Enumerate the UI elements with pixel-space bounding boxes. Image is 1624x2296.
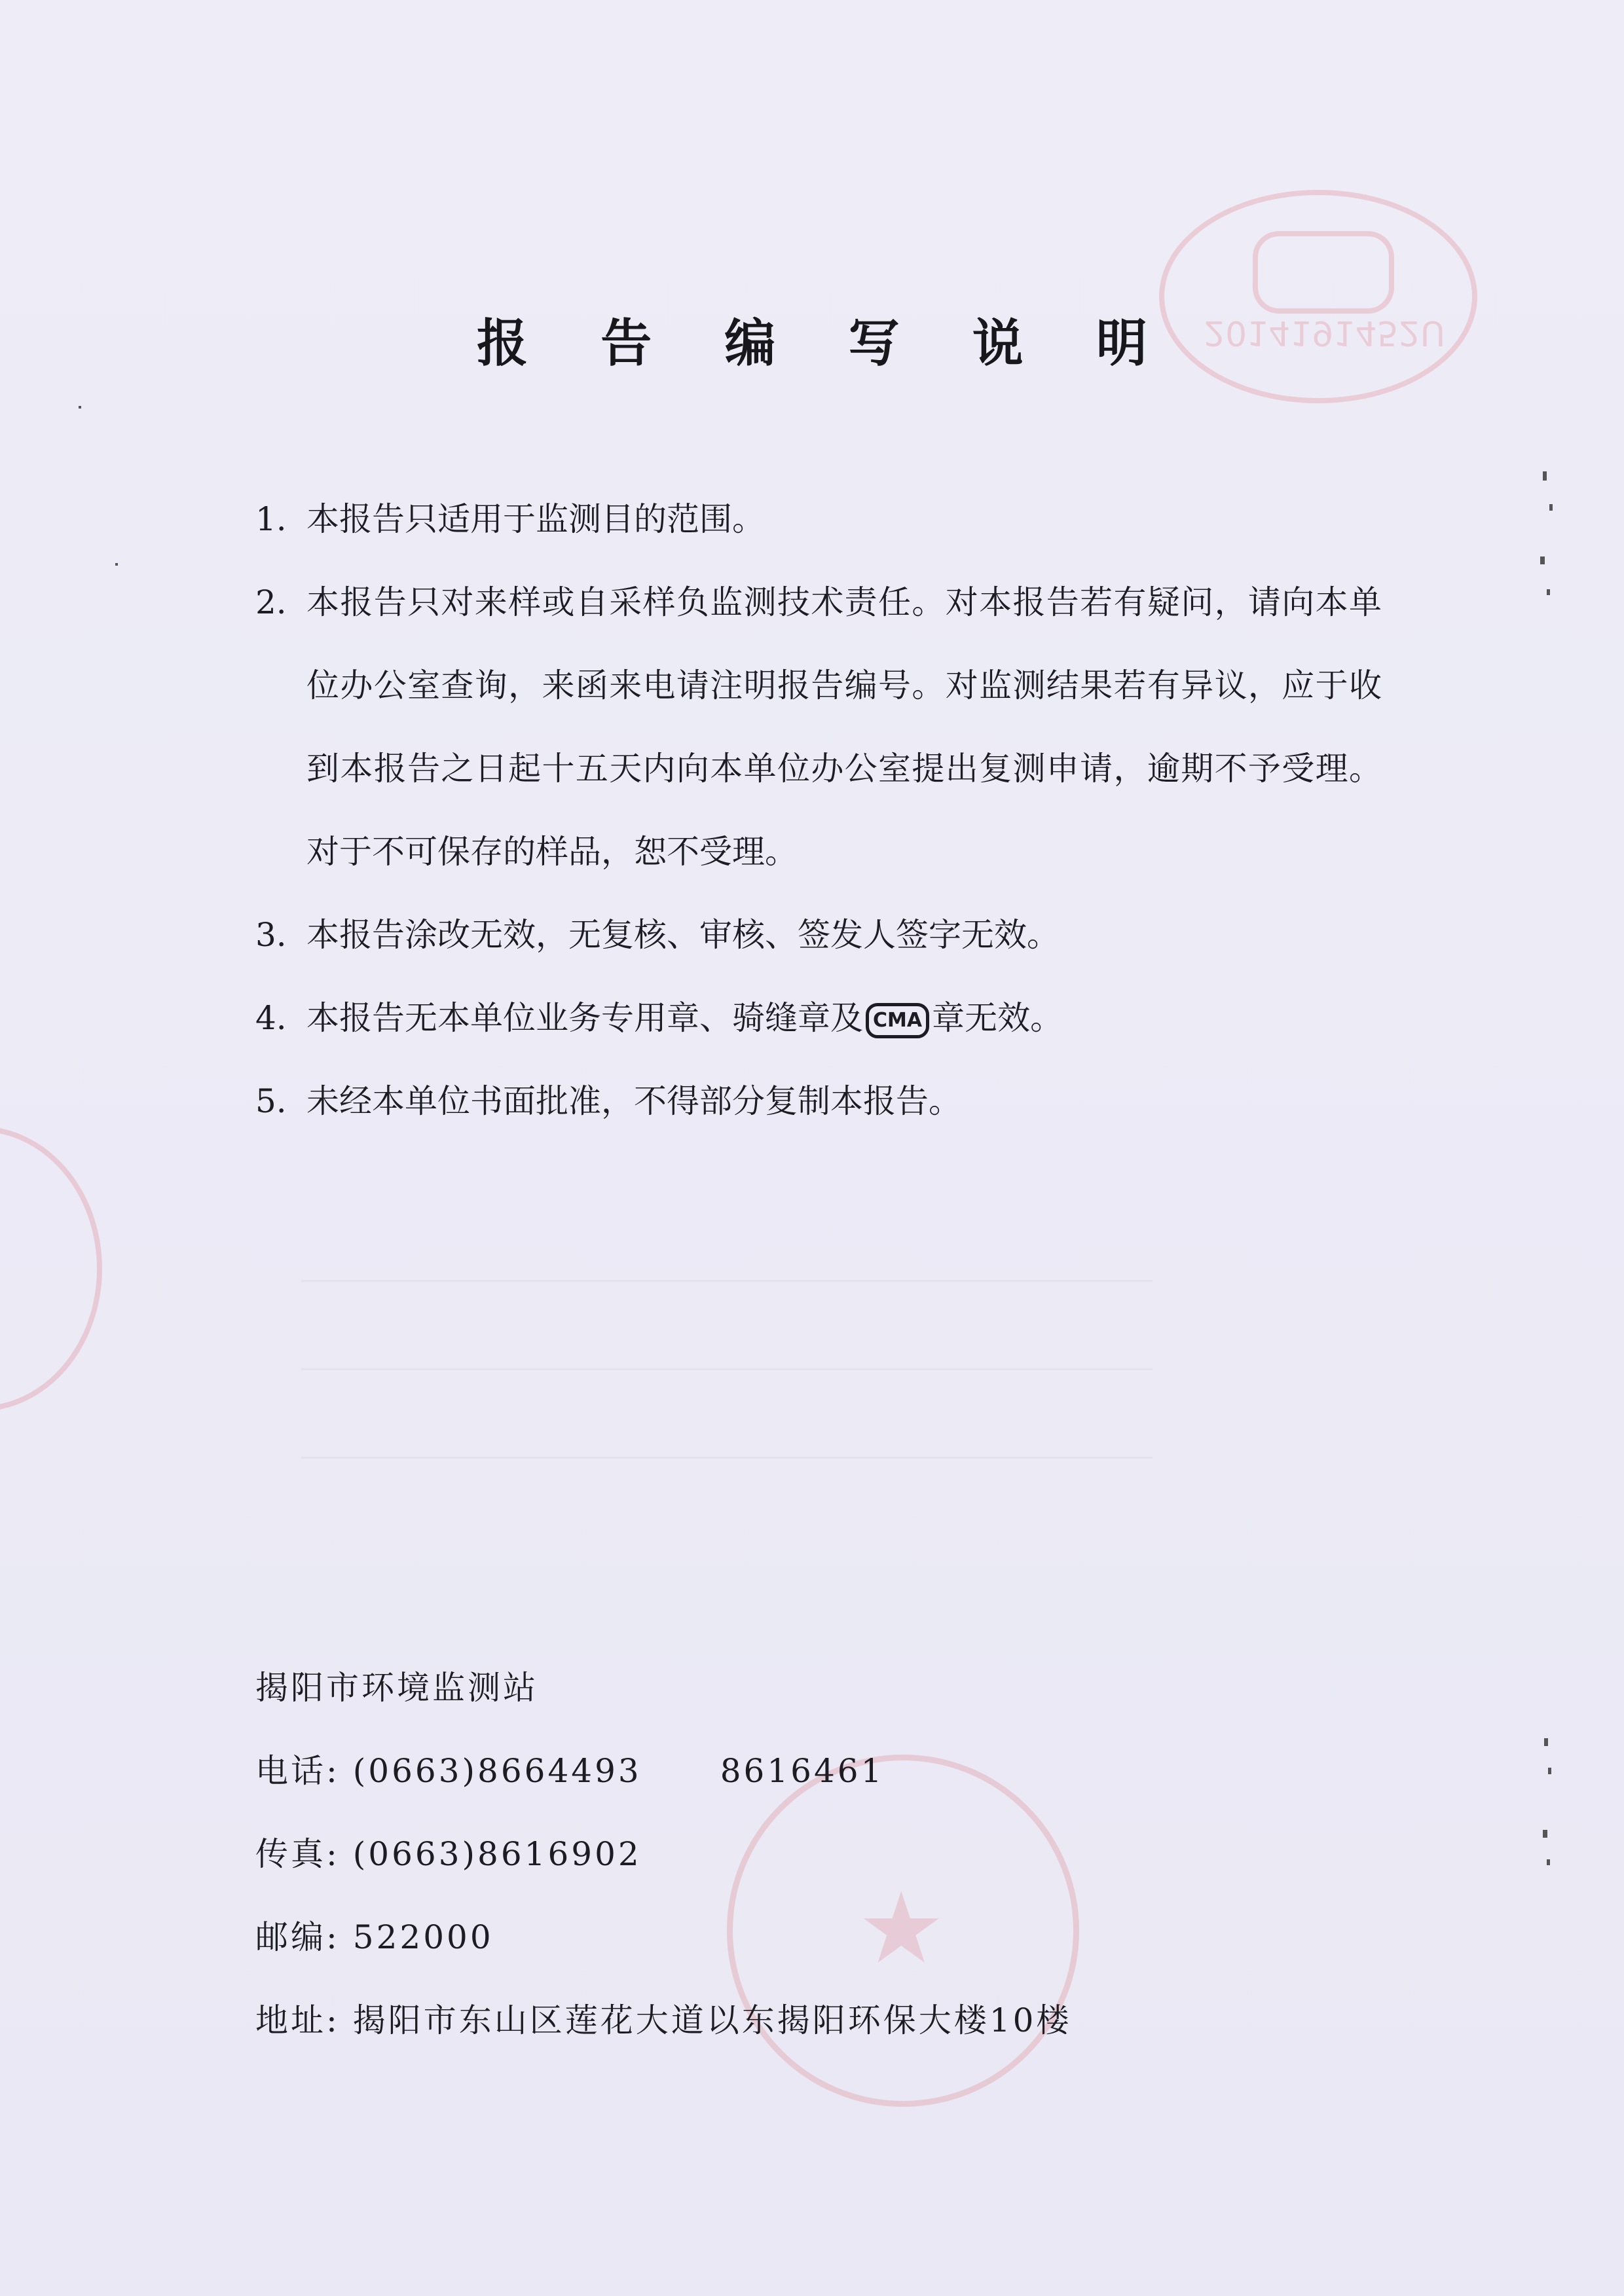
rule-text: 未经本单位书面批准，不得部分复制本报告。 (306, 1082, 961, 1120)
seal-star-icon: ★ (857, 1872, 946, 1986)
scan-speck (1544, 1738, 1548, 1746)
fax-line (255, 1813, 1071, 1896)
rules-list (255, 478, 1382, 1143)
scan-speck (1540, 556, 1545, 564)
rule-item (255, 977, 1382, 1060)
rule-number: 3. (255, 916, 287, 954)
rule-number: 4. (255, 999, 287, 1037)
rule-item (255, 894, 1382, 977)
scan-speck (115, 563, 118, 566)
cma-seal-inner (1253, 231, 1394, 314)
rule-number: 2. (255, 583, 287, 621)
rule-text-after: 章无效。 (932, 999, 1063, 1037)
contact-block (255, 1647, 1071, 2062)
seam-seal-stamp (0, 1126, 102, 1412)
fax-number: (0663)8616902 (352, 1835, 642, 1873)
rule-item (255, 478, 1382, 561)
scan-speck (1547, 1859, 1550, 1865)
rule-text-before: 本报告无本单位业务专用章、骑缝章及 (306, 999, 863, 1037)
rule-item (255, 561, 1382, 894)
cma-badge-icon: CMA (866, 1003, 929, 1038)
rule-text: 本报告只对来样或自采样负监测技术责任。对本报告若有疑问，请向本单位办公室查询，来函来电请注明报告编号。对监测结果若有异议，应于收到本报告之日起十五天内向本单位办公室提出复测申请，逾期不予受理。对于不可保存的样品，恕不受理。 (306, 583, 1382, 871)
address-value: 揭阳市东山区莲花大道以东揭阳环保大楼10楼 (352, 2001, 1072, 2039)
phone-number-1: (0663)8664493 (352, 1752, 642, 1790)
show-through-rule (301, 1368, 1153, 1370)
scan-speck (1548, 1768, 1551, 1774)
phone-line (255, 1730, 1071, 1813)
scan-speck (1543, 1830, 1547, 1838)
address-label: 地址: (255, 2001, 340, 2039)
rule-text-with-badge (306, 977, 1382, 1060)
cma-seal-number: 2014191452U (1204, 313, 1445, 352)
rule-number: 5. (255, 1082, 287, 1120)
postcode-value: 522000 (352, 1918, 494, 1956)
scan-speck (1543, 471, 1547, 481)
page-title: 报 告 编 写 说 明 (477, 314, 1175, 373)
postcode-line (255, 1896, 1071, 1979)
show-through-rule (301, 1457, 1153, 1459)
postcode-label: 邮编: (255, 1918, 340, 1956)
rule-text: 本报告涂改无效，无复核、审核、签发人签字无效。 (306, 916, 1060, 954)
phone-number-2: 8616461 (720, 1752, 885, 1790)
show-through-rule (301, 1280, 1153, 1282)
rule-text: 本报告只适用于监测目的范围。 (306, 500, 765, 538)
rule-item (255, 1060, 1382, 1143)
fax-label: 传真: (255, 1835, 340, 1873)
scan-speck (79, 406, 81, 409)
scan-speck (1549, 504, 1553, 511)
address-line (255, 1979, 1071, 2062)
phone-label: 电话: (255, 1752, 340, 1790)
rule-number: 1. (255, 500, 287, 538)
org-name: 揭阳市环境监测站 (255, 1669, 538, 1707)
scan-speck (1547, 589, 1550, 595)
